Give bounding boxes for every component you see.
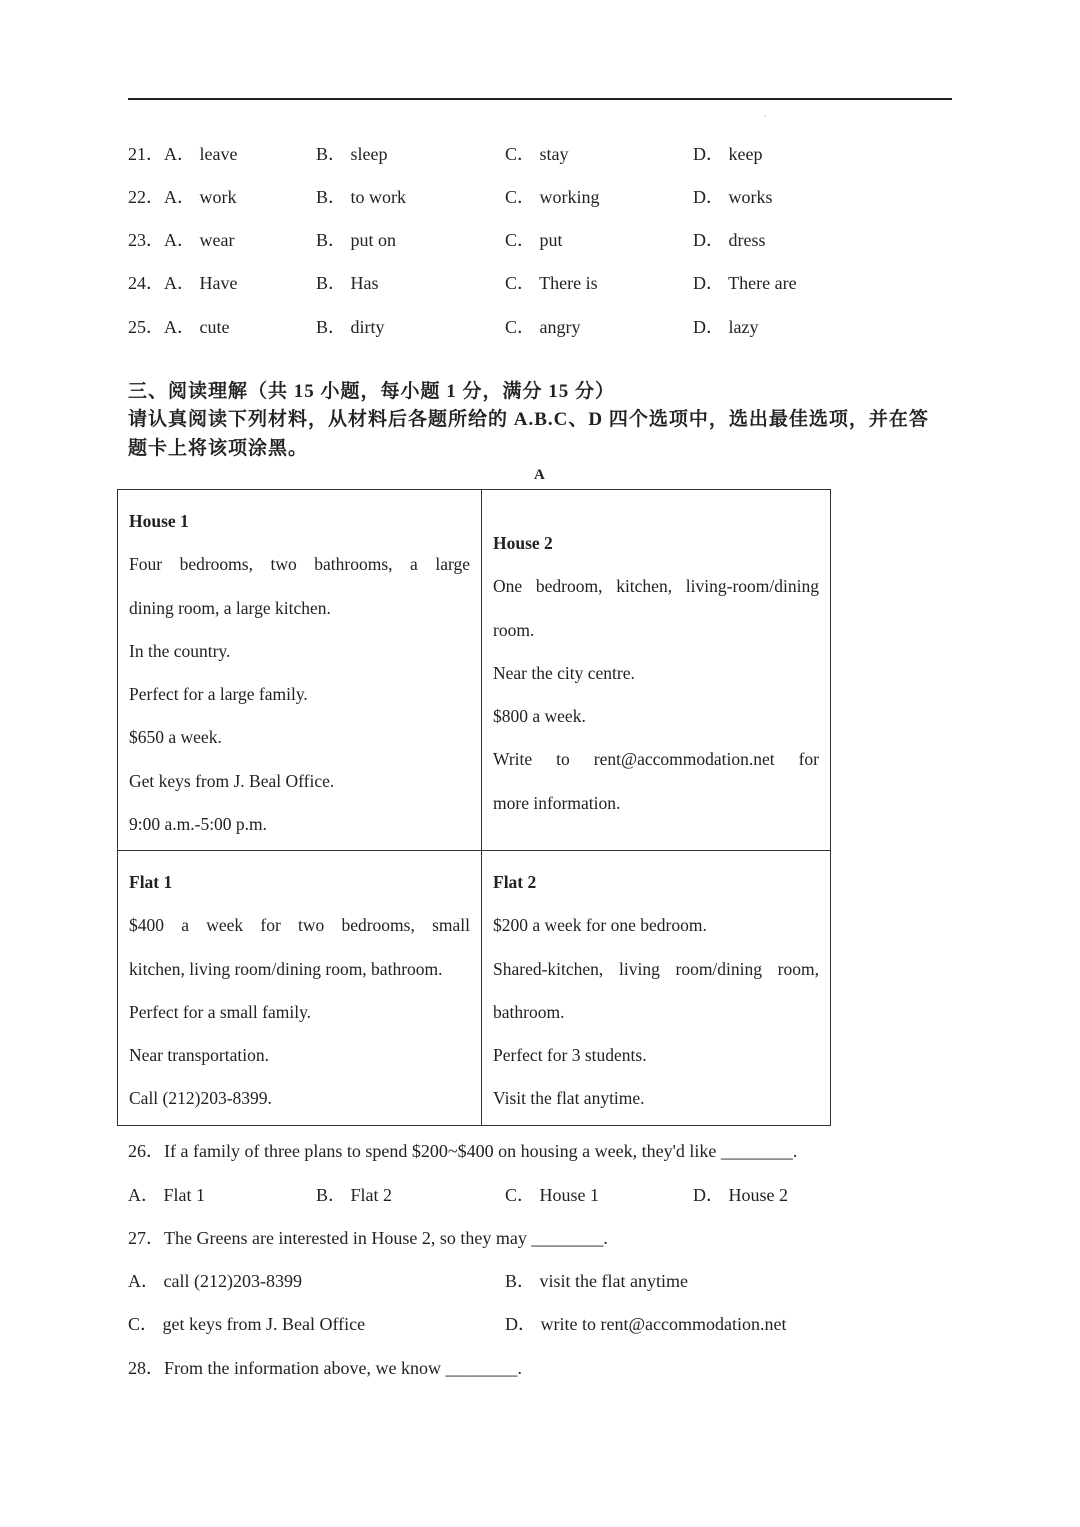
flat-1-line: Near transportation. bbox=[129, 1045, 269, 1066]
option-d: D． House 2 bbox=[693, 1185, 788, 1205]
option-c: C． angry bbox=[505, 317, 581, 337]
house-1-line: dining room, a large kitchen. bbox=[129, 597, 331, 618]
question-28-stem: 28．From the information above, we know ________. bbox=[128, 1358, 522, 1378]
option-b: B． put on bbox=[316, 230, 397, 250]
flat-1-line: Call (212)203-8399. bbox=[129, 1088, 272, 1109]
option-d: D． works bbox=[693, 187, 773, 207]
house-1-line: Perfect for a large family. bbox=[129, 684, 308, 705]
option-d: D． write to rent@accommodation.net bbox=[505, 1314, 787, 1334]
question-26-options bbox=[128, 1181, 948, 1209]
house-1-line: In the country. bbox=[129, 640, 231, 661]
question-27-stem: 27．The Greens are interested in House 2, so they may ________. bbox=[128, 1228, 608, 1248]
option-a: 21．A． leave bbox=[128, 144, 238, 164]
house-1-line: Get keys from J. Beal Office. bbox=[129, 770, 335, 791]
flat-2-line: Perfect for 3 students. bbox=[493, 1045, 647, 1066]
option-c: C． There is bbox=[505, 273, 598, 293]
house-2-line: Write to rent@accommodation.net for bbox=[493, 749, 819, 770]
flat-2-title: Flat 2 bbox=[493, 872, 537, 892]
option-a: 25．A． cute bbox=[128, 317, 230, 337]
option-b: B． dirty bbox=[316, 317, 385, 337]
house-2-title: House 2 bbox=[493, 533, 553, 553]
option-d: D． lazy bbox=[693, 317, 759, 337]
flat-1-line: Perfect for a small family. bbox=[129, 1001, 312, 1022]
option-d: D． There are bbox=[693, 273, 797, 293]
question-24-options bbox=[128, 269, 948, 297]
question-27-options-row-2 bbox=[128, 1310, 948, 1338]
flat-2-price: $200 a week for one bedroom. bbox=[493, 915, 707, 936]
house-2-line: more information. bbox=[493, 792, 621, 813]
house-2-cell bbox=[482, 490, 831, 851]
option-a: A． call (212)203-8399 bbox=[128, 1271, 302, 1291]
house-1-price: $650 a week. bbox=[129, 727, 222, 748]
option-b: B． Flat 2 bbox=[316, 1185, 393, 1205]
house-1-cell bbox=[118, 490, 482, 851]
option-c: C． put bbox=[505, 230, 563, 250]
option-b: B． visit the flat anytime bbox=[505, 1271, 688, 1291]
option-c: C． get keys from J. Beal Office bbox=[128, 1314, 366, 1334]
option-a: 22．A． work bbox=[128, 187, 237, 207]
flat-2-cell bbox=[482, 851, 831, 1126]
option-d: D． dress bbox=[693, 230, 766, 250]
option-b: B． sleep bbox=[316, 144, 388, 164]
option-a: A． Flat 1 bbox=[128, 1185, 206, 1205]
house-2-line: Near the city centre. bbox=[493, 662, 635, 683]
option-c: C． working bbox=[505, 187, 600, 207]
section-title: 三、阅读理解（共 15 小题，每小题 1 分，满分 15 分） bbox=[128, 381, 616, 402]
option-c: C． House 1 bbox=[505, 1185, 599, 1205]
flat-1-line: $400 a week for two bedrooms, small bbox=[129, 915, 470, 936]
question-22-options bbox=[128, 183, 948, 211]
option-b: B． Has bbox=[316, 273, 379, 293]
question-23-options bbox=[128, 226, 948, 254]
house-2-price: $800 a week. bbox=[493, 706, 586, 727]
question-26-stem: 26．If a family of three plans to spend $200~$400 on housing a week, they'd like ________. bbox=[128, 1141, 798, 1161]
flat-2-line: bathroom. bbox=[493, 1001, 565, 1022]
question-27-options-row-1 bbox=[128, 1267, 948, 1295]
housing-ads-table bbox=[117, 489, 831, 1126]
flat-2-line: Shared-kitchen, living room/dining room, bbox=[493, 958, 819, 979]
option-c: C． stay bbox=[505, 144, 569, 164]
house-1-line: Four bedrooms, two bathrooms, a large bbox=[129, 554, 470, 575]
header-rule bbox=[128, 98, 952, 100]
option-b: B． to work bbox=[316, 187, 406, 207]
passage-label: A bbox=[534, 467, 545, 483]
stray-dot: · bbox=[764, 112, 767, 121]
section-instruction: 请认真阅读下列材料，从材料后各题所给的 A.B.C、D 四个选项中，选出最佳选项，并在答题卡上将该项涂黑。 bbox=[128, 409, 929, 459]
flat-1-title: Flat 1 bbox=[129, 872, 173, 892]
house-2-line: One bedroom, kitchen, living-room/dining bbox=[493, 576, 819, 597]
flat-1-line: kitchen, living room/dining room, bathroom. bbox=[129, 958, 443, 979]
flat-2-line: Visit the flat anytime. bbox=[493, 1088, 645, 1109]
option-a: 24．A． Have bbox=[128, 273, 238, 293]
question-25-options bbox=[128, 313, 948, 341]
option-d: D． keep bbox=[693, 144, 763, 164]
house-2-line: room. bbox=[493, 619, 535, 640]
house-1-title: House 1 bbox=[129, 511, 189, 531]
house-1-line: 9:00 a.m.-5:00 p.m. bbox=[129, 814, 268, 835]
question-21-options bbox=[128, 140, 948, 168]
option-a: 23．A． wear bbox=[128, 230, 235, 250]
flat-1-cell bbox=[118, 851, 482, 1126]
